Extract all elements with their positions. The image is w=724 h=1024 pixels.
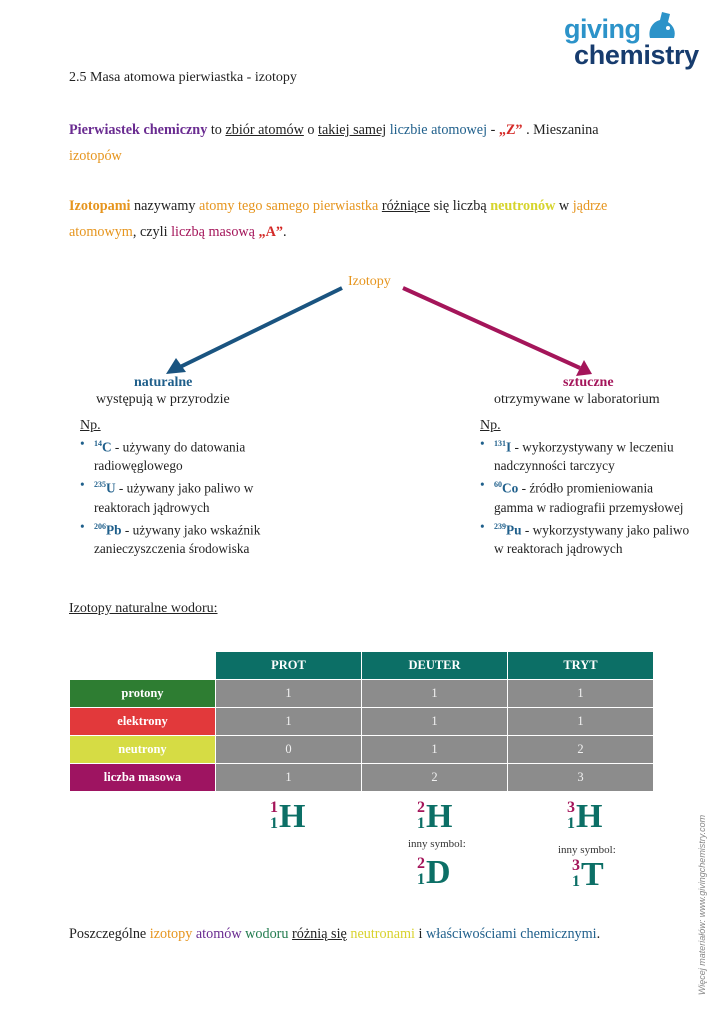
symbol-prot (270, 800, 305, 834)
row-header-neutrony: neutrony (70, 736, 216, 764)
element-symbol: H (279, 798, 306, 835)
text: nazywamy (130, 198, 200, 214)
element-symbol: C (102, 439, 112, 455)
term-wodoru: wodoru (245, 926, 289, 942)
table-row (70, 764, 654, 792)
table-cell: 2 (508, 736, 654, 764)
list-item (80, 517, 280, 558)
mass-number: 2 (417, 855, 425, 872)
mass-number: 60 (494, 480, 502, 490)
mass-number: 206 (94, 521, 106, 531)
table-cell: 1 (216, 764, 362, 792)
term-neutronow: neutronów (490, 198, 556, 214)
mass-number: 2 (417, 799, 425, 816)
naturalne-examples (80, 418, 280, 558)
atomic-number: 1 (567, 815, 575, 832)
symbol-z: „Z” (498, 122, 523, 138)
mass-number: 239 (494, 521, 506, 531)
table-cell: 1 (508, 708, 654, 736)
mass-number: 14 (94, 439, 102, 448)
bullet-icon: • (480, 518, 485, 534)
table-cell: 1 (216, 680, 362, 708)
text: , czyli (132, 224, 172, 240)
symbol-tryt (567, 800, 602, 834)
row-header-liczba-masowa: liczba masowa (70, 764, 216, 792)
item-text: - źródło promieniowania gamma w radiografii przemysłowej (494, 480, 684, 515)
term-atomy: atomy tego samego pierwiastka (199, 198, 379, 214)
term-atomowym: atomowym (69, 224, 133, 240)
bullet-icon: • (80, 436, 85, 451)
table-cell: 0 (216, 736, 362, 764)
table-cell: 2 (362, 764, 508, 792)
text-underlined: takiej samej (318, 122, 387, 138)
table-header-row (70, 652, 654, 680)
table-cell: 3 (508, 764, 654, 792)
text-underlined: zbiór atomów (225, 122, 304, 138)
text: Poszczególne (69, 926, 150, 942)
summary-sentence (69, 926, 600, 943)
text: . (282, 224, 287, 240)
list-item (480, 434, 695, 475)
mass-number: 1 (270, 799, 278, 816)
text: o (303, 122, 319, 138)
arrow-left (178, 288, 342, 368)
sztuczne-examples (480, 418, 695, 558)
atomic-number: 1 (417, 871, 425, 888)
table-cell: 1 (362, 736, 508, 764)
bullet-icon: • (480, 436, 485, 451)
table-cell: 1 (508, 680, 654, 708)
term-wlasciwosci: właściwościami chemicznymi (426, 926, 597, 942)
naturalne-subtitle: występują w przyrodzie (96, 392, 230, 407)
element-symbol: H (576, 798, 603, 835)
column-header: DEUTER (362, 652, 508, 680)
naturalne-list (80, 434, 280, 558)
symbol-tryt-alt (572, 858, 604, 892)
atomic-number: 1 (270, 815, 278, 832)
atomic-number: 1 (572, 873, 580, 890)
alt-symbol-note: inny symbol: (558, 844, 616, 856)
bullet-icon: • (80, 518, 85, 534)
logo-line2: chemistry (574, 40, 699, 70)
text-underlined: różniące (381, 198, 430, 214)
table-row (70, 708, 654, 736)
text: . Mieszanina (522, 122, 599, 138)
sztuczne-subtitle: otrzymywane w laboratorium (494, 392, 660, 407)
symbol-deuter (417, 800, 452, 834)
side-watermark (692, 800, 708, 1010)
alt-symbol-note: inny symbol: (408, 838, 466, 850)
term-izotopy: izotopy (149, 926, 193, 942)
list-item (480, 475, 695, 516)
sztuczne-label: sztuczne (563, 375, 614, 390)
row-header-elektrony: elektrony (70, 708, 216, 736)
np-label: Np. (480, 418, 501, 433)
mass-number: 131 (494, 439, 506, 448)
symbol-a: „A” (258, 224, 283, 240)
item-text: - wykorzystywany jako paliwo w reaktorach jądrowych (494, 522, 690, 557)
column-header: TRYT (508, 652, 654, 680)
element-symbol: U (106, 480, 116, 496)
text-underlined: różnią się (292, 926, 347, 942)
element-symbol: Pu (506, 522, 522, 538)
element-symbol: D (426, 854, 451, 891)
logo-line1: giving (564, 14, 641, 44)
table-cell: 1 (362, 680, 508, 708)
element-symbol: Co (502, 480, 519, 496)
arrow-right (403, 288, 580, 368)
table-cell: 1 (216, 708, 362, 736)
list-item (80, 434, 280, 475)
page-title: 2.5 Masa atomowa pierwiastka - izotopy (69, 70, 297, 85)
term-atomow: atomów (195, 926, 242, 942)
element-symbol: I (506, 439, 512, 455)
row-header-protony: protony (70, 680, 216, 708)
term-liczba-atomowa: liczbie atomowej (386, 122, 488, 138)
item-text: - używany do datowania radiowęglowego (94, 439, 246, 474)
symbol-deuter-alt (417, 856, 451, 890)
text: - (487, 122, 499, 138)
list-item (480, 517, 695, 558)
element-symbol: H (426, 798, 453, 835)
table-cell: 1 (362, 708, 508, 736)
text: . (596, 926, 601, 942)
isotope-table (69, 651, 654, 792)
text: w (555, 198, 573, 214)
text: i (414, 926, 427, 942)
term-izotopami: Izotopami (69, 198, 131, 214)
table-row (70, 680, 654, 708)
term-jadrze: jądrze (572, 198, 608, 214)
term-izotopow: izotopów (69, 148, 122, 164)
mass-number: 235 (94, 480, 106, 490)
term-pierwiastek: Pierwiastek chemiczny (69, 122, 208, 138)
element-symbol: T (581, 856, 604, 893)
side-text: Więcej materiałów: www.givingchemistry.com (697, 814, 707, 996)
mass-number: 3 (572, 857, 580, 874)
bullet-icon: • (80, 477, 85, 493)
atomic-number: 1 (417, 815, 425, 832)
diagram-arrows (0, 0, 724, 420)
diagram-root: Izotopy (348, 274, 391, 289)
bullet-icon: • (480, 477, 485, 493)
mass-number: 3 (567, 799, 575, 816)
text: się liczbą (429, 198, 491, 214)
table-corner (70, 652, 216, 680)
sztuczne-list (480, 434, 695, 558)
column-header: PROT (216, 652, 362, 680)
item-text: - wykorzystywany w leczeniu nadczynności tarczycy (494, 439, 674, 474)
section-title: Izotopy naturalne wodoru: (69, 601, 218, 616)
text: to (207, 122, 226, 138)
element-symbol: Pb (106, 522, 122, 538)
list-item (80, 475, 280, 516)
table-row (70, 736, 654, 764)
term-liczba-masowa: liczbą masową (171, 224, 255, 240)
naturalne-label: naturalne (134, 375, 193, 390)
item-text: - używany jako paliwo w reaktorach jądrowych (94, 480, 254, 515)
term-neutronami: neutronami (350, 926, 415, 942)
np-label: Np. (80, 418, 101, 433)
item-text: - używany jako wskaźnik zanieczyszczenia środowiska (94, 522, 261, 557)
